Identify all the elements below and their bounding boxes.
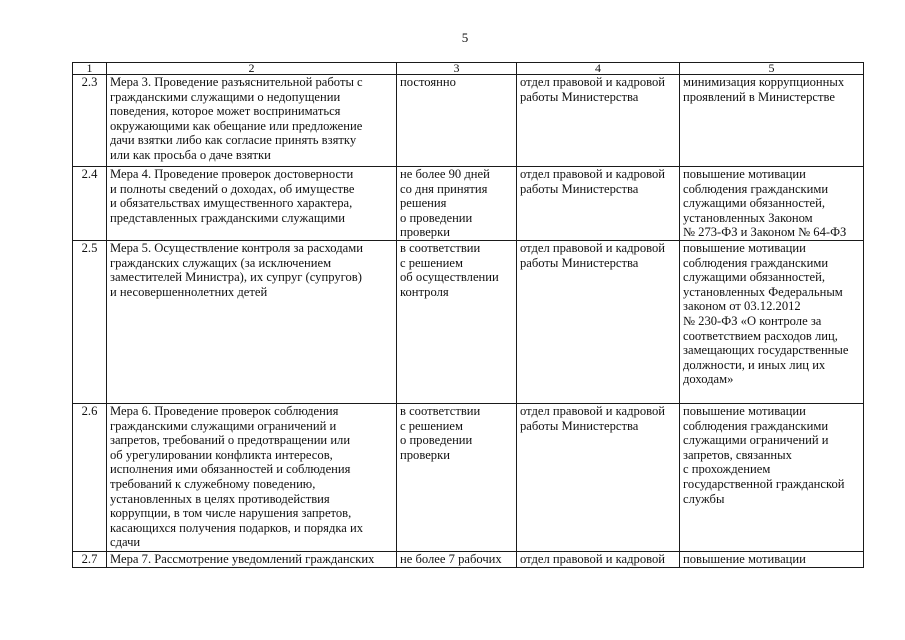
term-cell — [397, 552, 517, 568]
measure-cell — [107, 241, 397, 404]
term-line: о проведении — [400, 433, 473, 448]
column-number-header: 2 — [107, 63, 397, 75]
table-row — [73, 167, 864, 241]
term-line: проверки — [400, 225, 450, 240]
result-line: запретов, связанных — [683, 447, 792, 462]
result-cell — [680, 552, 864, 568]
result-line: № 230-ФЗ «О контроле за — [683, 313, 822, 328]
term-line: об осуществлении — [400, 270, 499, 285]
measure-line: Мера 6. Проведение проверок соблюдения — [110, 404, 339, 418]
measure-cell — [107, 167, 397, 241]
result-line: служащими обязанностей, — [683, 196, 825, 211]
term-line: постоянно — [400, 75, 456, 89]
responsible-line: отдел правовой и кадровой — [520, 167, 666, 181]
responsible-cell — [517, 167, 680, 241]
term-cell — [397, 404, 517, 552]
page-number: 5 — [461, 30, 469, 45]
measure-line: окружающими как обещание или предложение — [110, 118, 363, 133]
measure-cell — [107, 552, 397, 568]
measure-line: гражданскими служащими ограничений и — [110, 418, 337, 433]
result-line: соблюдения гражданскими — [683, 255, 829, 270]
measure-line: гражданскими служащими о недопущении — [110, 89, 341, 104]
result-line: повышение мотивации — [683, 552, 806, 566]
responsible-cell — [517, 404, 680, 552]
measure-line: об урегулировании конфликта интересов, — [110, 447, 333, 462]
result-line: доходам» — [683, 372, 734, 387]
table-row — [73, 75, 864, 167]
result-cell — [680, 404, 864, 552]
result-line: повышение мотивации — [683, 241, 806, 255]
measure-line: заместителей Министра), их супруг (супругов) — [110, 270, 362, 285]
measure-line: и обязательствах имущественного характера, — [110, 196, 353, 211]
row-number-cell: 2.5 — [73, 241, 107, 404]
term-line: со дня принятия — [400, 181, 488, 196]
result-line: соблюдения гражданскими — [683, 181, 829, 196]
measure-line: поведения, которое может восприниматься — [110, 104, 341, 119]
term-line: решения — [400, 196, 447, 211]
measure-line: касающихся получения подарков, и порядка их — [110, 520, 364, 535]
result-line: соблюдения гражданскими — [683, 418, 829, 433]
measure-line: и полноты сведений о доходах, об имуществе — [110, 181, 355, 196]
measure-line: Мера 3. Проведение разъяснительной работы с — [110, 75, 363, 89]
result-line: службы — [683, 491, 725, 506]
measure-cell — [107, 404, 397, 552]
responsible-line: работы Министерства — [520, 418, 639, 433]
column-number-header: 1 — [73, 63, 107, 75]
result-line: соответствием расходов лиц, — [683, 328, 838, 343]
result-line: государственной гражданской — [683, 476, 845, 491]
term-line: о проведении — [400, 210, 473, 225]
measure-line: гражданских служащих (за исключением — [110, 255, 332, 270]
table-row — [73, 241, 864, 404]
responsible-cell — [517, 552, 680, 568]
result-line: служащими обязанностей, — [683, 270, 825, 285]
table-row — [73, 404, 864, 552]
term-cell — [397, 241, 517, 404]
row-number-cell: 2.6 — [73, 404, 107, 552]
term-line: не более 90 дней — [400, 167, 490, 181]
measure-line: дачи взятки либо как согласие принять взятку — [110, 133, 357, 148]
term-line: с решением — [400, 255, 463, 270]
result-cell — [680, 75, 864, 167]
measure-line: требований к служебному поведению, — [110, 476, 316, 491]
term-line: контроля — [400, 284, 449, 299]
term-line: не более 7 рабочих — [400, 552, 502, 566]
result-line: проявлений в Министерстве — [683, 89, 835, 104]
responsible-line: работы Министерства — [520, 181, 639, 196]
result-cell — [680, 241, 864, 404]
result-line: установленных Законом — [683, 210, 813, 225]
result-line: служащими ограничений и — [683, 433, 829, 448]
measure-cell — [107, 75, 397, 167]
term-cell — [397, 75, 517, 167]
result-line: минимизация коррупционных — [683, 75, 845, 89]
column-number-header: 4 — [517, 63, 680, 75]
measure-line: запретов, требований о предотвращении или — [110, 433, 351, 448]
result-line: замещающих государственные — [683, 343, 849, 358]
responsible-line: отдел правовой и кадровой — [520, 404, 666, 418]
table-row — [73, 552, 864, 568]
responsible-line: отдел правовой и кадровой — [520, 241, 666, 255]
result-line: № 273-ФЗ и Законом № 64-ФЗ — [683, 225, 847, 240]
measure-line: Мера 5. Осуществление контроля за расходами — [110, 241, 363, 255]
measure-line: Мера 7. Рассмотрение уведомлений гражданских — [110, 552, 375, 566]
row-number-cell: 2.4 — [73, 167, 107, 241]
responsible-line: отдел правовой и кадровой — [520, 552, 666, 566]
result-line: законом от 03.12.2012 — [683, 299, 801, 314]
result-line: повышение мотивации — [683, 404, 806, 418]
row-number-cell: 2.3 — [73, 75, 107, 167]
responsible-line: работы Министерства — [520, 89, 639, 104]
term-line: в соответствии — [400, 404, 481, 418]
term-cell — [397, 167, 517, 241]
responsible-line: работы Министерства — [520, 255, 639, 270]
measure-line: исполнения ими обязанностей и соблюдения — [110, 462, 351, 477]
measure-line: или как просьба о даче взятки — [110, 147, 271, 162]
column-number-header: 3 — [397, 63, 517, 75]
measure-line: Мера 4. Проведение проверок достоверности — [110, 167, 354, 181]
result-line: с прохождением — [683, 462, 771, 477]
responsible-cell — [517, 241, 680, 404]
measure-line: сдачи — [110, 535, 141, 550]
measure-line: установленных в целях противодействия — [110, 491, 330, 506]
column-number-header: 5 — [680, 63, 864, 75]
anticorruption-measures-table — [72, 62, 864, 568]
result-line: должности, и иных лиц их — [683, 357, 826, 372]
measure-line: и несовершеннолетних детей — [110, 284, 268, 299]
result-line: установленных Федеральным — [683, 284, 843, 299]
measure-line: коррупции, в том числе нарушения запретов, — [110, 506, 352, 521]
row-number-cell: 2.7 — [73, 552, 107, 568]
responsible-cell — [517, 75, 680, 167]
term-line: в соответствии — [400, 241, 481, 255]
table-header-row — [73, 63, 864, 75]
responsible-line: отдел правовой и кадровой — [520, 75, 666, 89]
result-cell — [680, 167, 864, 241]
measure-line: представленных гражданскими служащими — [110, 210, 345, 225]
result-line: повышение мотивации — [683, 167, 806, 181]
term-line: с решением — [400, 418, 463, 433]
term-line: проверки — [400, 447, 450, 462]
